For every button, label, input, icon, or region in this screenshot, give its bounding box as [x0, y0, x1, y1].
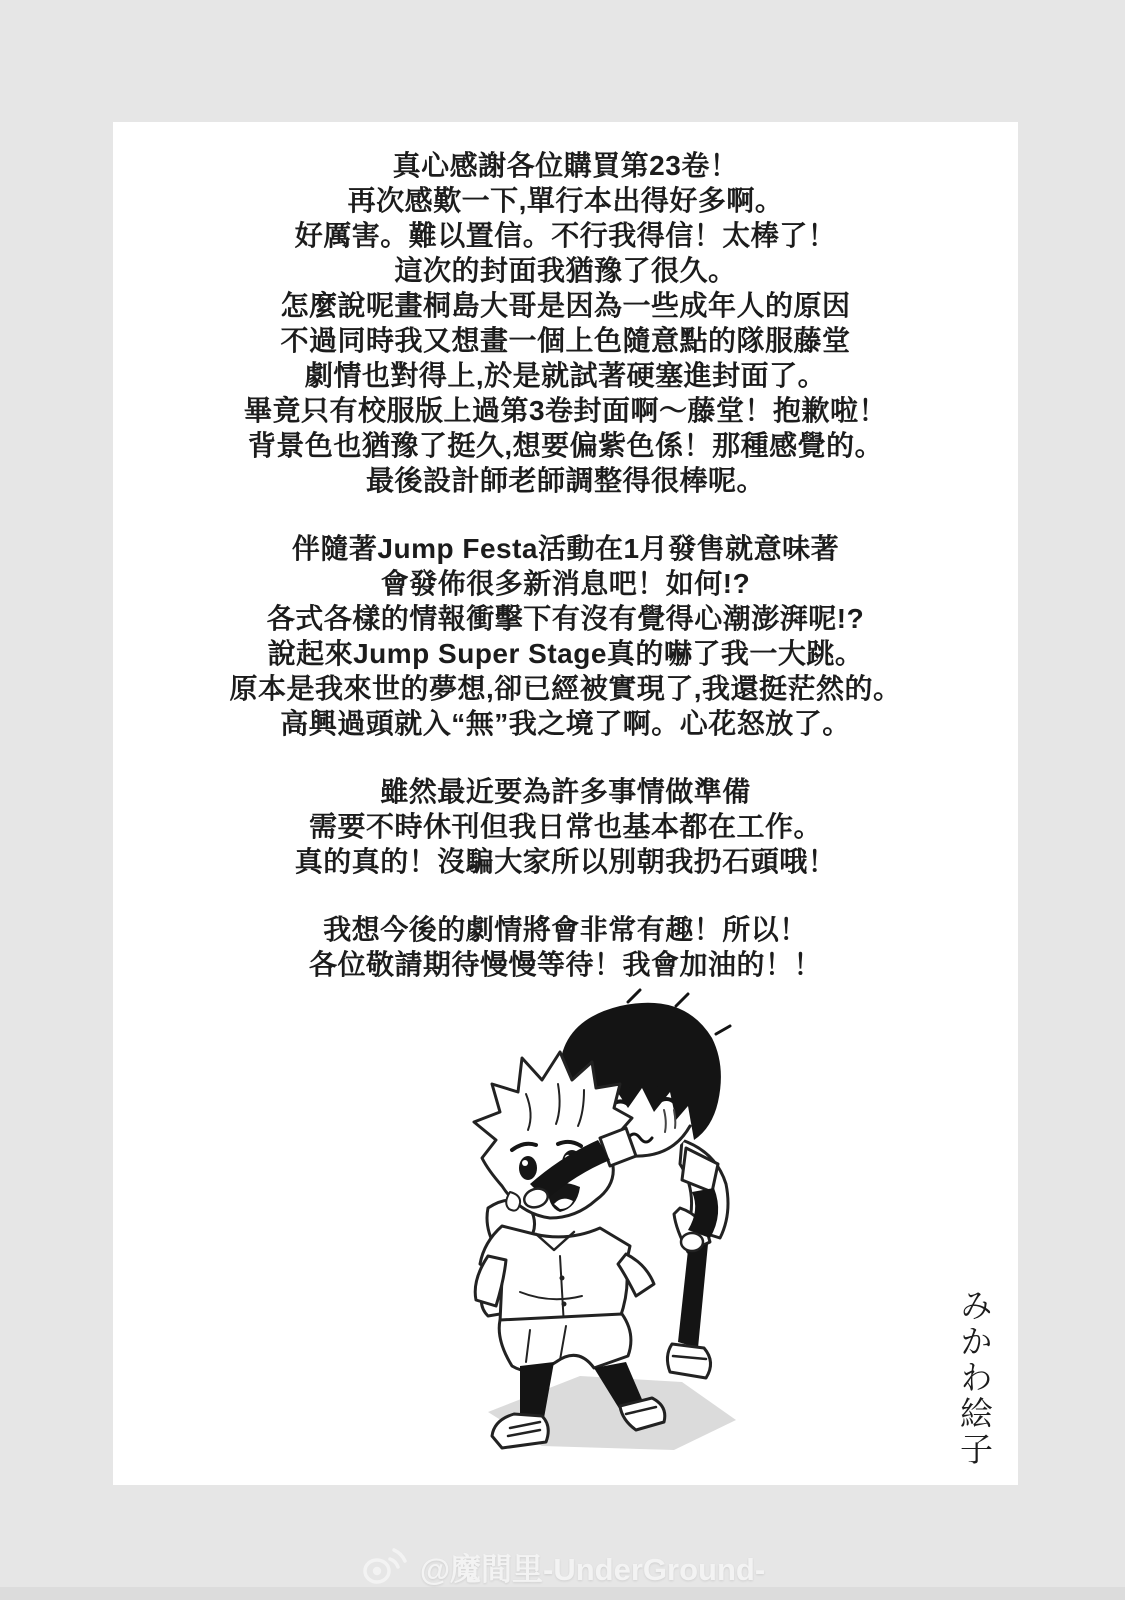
afterword-line: 會發佈很多新消息吧！如何!?: [380, 568, 751, 599]
afterword-line: 我想今後的劇情將會非常有趣！所以！: [323, 914, 808, 945]
afterword-line: 背景色也猶豫了挺久,想要偏紫色係！那種感覺的。: [247, 430, 884, 461]
afterword-line: 最後設計師老師調整得很棒呢。: [365, 465, 765, 496]
afterword-line: 不過同時我又想畫一個上色隨意點的隊服藤堂: [280, 325, 851, 356]
paragraph-2: [113, 531, 1018, 741]
afterword-line: 各位敬請期待慢慢等待！我會加油的！！: [308, 949, 822, 980]
afterword-line: 這次的封面我猶豫了很久。: [394, 255, 737, 286]
afterword-line: 高興過頭就入“無”我之境了啊。心花怒放了。: [280, 708, 851, 739]
afterword-line: 劇情也對得上,於是就試著硬塞進封面了。: [304, 360, 827, 391]
afterword-line: 說起來Jump Super Stage真的嚇了我一大跳。: [267, 638, 864, 669]
afterword-line: 各式各樣的情報衝擊下有沒有覺得心潮澎湃呢!?: [266, 603, 865, 634]
afterword-page: [113, 122, 1018, 1485]
afterword-line: 真的真的！沒騙大家所以別朝我扔石頭哦！: [294, 846, 837, 877]
author-signature: みかわ絵子: [956, 1288, 993, 1468]
bottom-edge-strip: [0, 1587, 1125, 1600]
afterword-text: [113, 148, 1018, 1015]
weibo-icon: [360, 1546, 408, 1586]
afterword-line: 雖然最近要為許多事情做準備: [380, 776, 751, 807]
afterword-line: 需要不時休刊但我日常也基本都在工作。: [308, 811, 822, 842]
afterword-line: 再次感歎一下,單行本出得好多啊。: [347, 185, 784, 216]
afterword-line: 伴隨著Jump Festa活動在1月發售就意味著: [291, 533, 840, 564]
chibi-piggyback-illustration: [430, 988, 770, 1458]
afterword-line: 好厲害。難以置信。不行我得信！太棒了！: [294, 220, 837, 251]
afterword-line: 怎麼說呢畫桐島大哥是因為一些成年人的原因: [280, 290, 851, 321]
afterword-line: 真心感謝各位購買第23卷！: [392, 150, 739, 181]
paragraph-3: [113, 774, 1018, 879]
watermark: [0, 1538, 1125, 1594]
afterword-line: 畢竟只有校服版上過第3卷封面啊～藤堂！抱歉啦！: [243, 395, 888, 426]
watermark-text: @魔間里-UnderGround-: [419, 1551, 766, 1587]
afterword-line: 原本是我來世的夢想,卻已經被實現了,我還挺茫然的。: [229, 673, 902, 704]
paragraph-4: [113, 912, 1018, 982]
paragraph-1: [113, 148, 1018, 498]
